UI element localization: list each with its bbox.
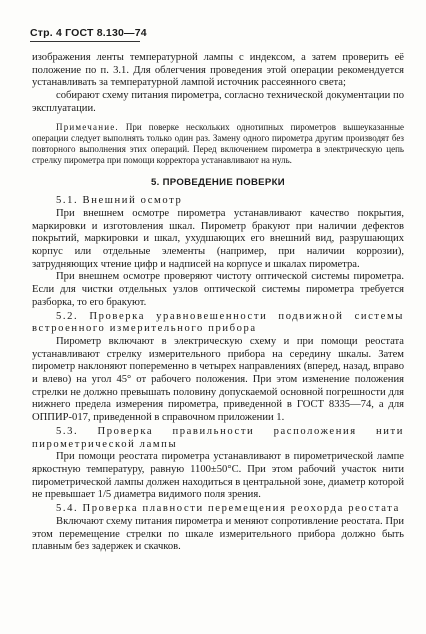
subsection-5-2-title: 5.2. Проверка уравновешенности подвижной системы встроенного измерительного прибора (32, 310, 404, 335)
paragraph-power-scheme: собирают схему питания пирометра, согласно технической документации по эксплуатации. (32, 90, 404, 114)
note-label: Примечание. (56, 121, 119, 132)
page-reference: Стр. 4 ГОСТ 8.130—74 (30, 27, 147, 39)
document-body (32, 52, 404, 554)
subsection-5-1-paragraph-2: При внешнем осмотре проверяют чистоту оптической системы пирометра. Если для чистки отдельных узлов оптической системы пирометра требуется разборка, то его бракуют. (32, 271, 404, 308)
page-header (30, 27, 147, 39)
note-paragraph (32, 122, 404, 166)
subsection-5-3-paragraph: При помощи реостата пирометра устанавливают в пирометрической лампе яркостную температуру, равную 1100±50°С. При этом рабочий участок нити пирометрической лампы должен находиться в центральной зоне, диаметр которой не превышает 1/5 диаметра видимого поля зрения. (32, 451, 404, 501)
paragraph-continuation: изображения ленты температурной лампы с индексом, а затем проверить её положение по п. 3.1. Для облегчения проведения этой операции рекомендуется устанавливать за температурной лампой источник рассеянного света; (32, 52, 404, 89)
subsection-5-4-paragraph: Включают схему питания пирометра и меняют сопротивление реостата. При этом перемещение стрелки по шкале измерительного прибора должно быть плавным без задержек и скачков. (32, 515, 404, 553)
subsection-5-2-paragraph: Пирометр включают в электрическую схему и при помощи реостата устанавливают стрелку измерительного прибора на середину шкалы. Затем пирометр наклоняют попеременно в четырех направлениях (вперед, назад, вправо и влево) на угол 45° от рабочего положения. При этом изменение положения стрелки не должно превышать половину допускаемой основной погрешности для нижнего предела измерения пирометра, приведенной в ГОСТ 8335—74, а для ОППИР-017, приведенной в справочном приложении 1. (32, 335, 404, 424)
header-rule (30, 41, 140, 42)
subsection-5-3-title: 5.3. Проверка правильности расположения нити пирометрической лампы (32, 425, 404, 450)
section-title: 5. ПРОВЕДЕНИЕ ПОВЕРКИ (151, 176, 285, 188)
subsection-5-1-paragraph-1: При внешнем осмотре пирометра устанавливают качество покрытия, маркировки и изготовления шкал. Пирометр бракуют при наличии дефектов покрытий, маркировки и шкал, ухудшающих его внешний вид, разрушающих корпус или отдельные элементы (например, при наличии коррозии), затрудняющих чтение цифр и надписей на корпусе и шкалах пирометра. (32, 207, 404, 270)
subsection-5-4-title: 5.4. Проверка плавности перемещения реохорда реостата (56, 503, 400, 515)
note-text: При поверке нескольких однотипных пирометров вышеуказанные операции следует выполнять только один раз. Замену одного пирометра другим производят без повторного выполнения этих операций. Перед включением пирометра в электрическую цепь стрелку пирометра при помощи корректора устанавливают на нуль. (32, 121, 404, 165)
subsection-5-1-title: 5.1. Внешний осмотр (56, 195, 183, 207)
